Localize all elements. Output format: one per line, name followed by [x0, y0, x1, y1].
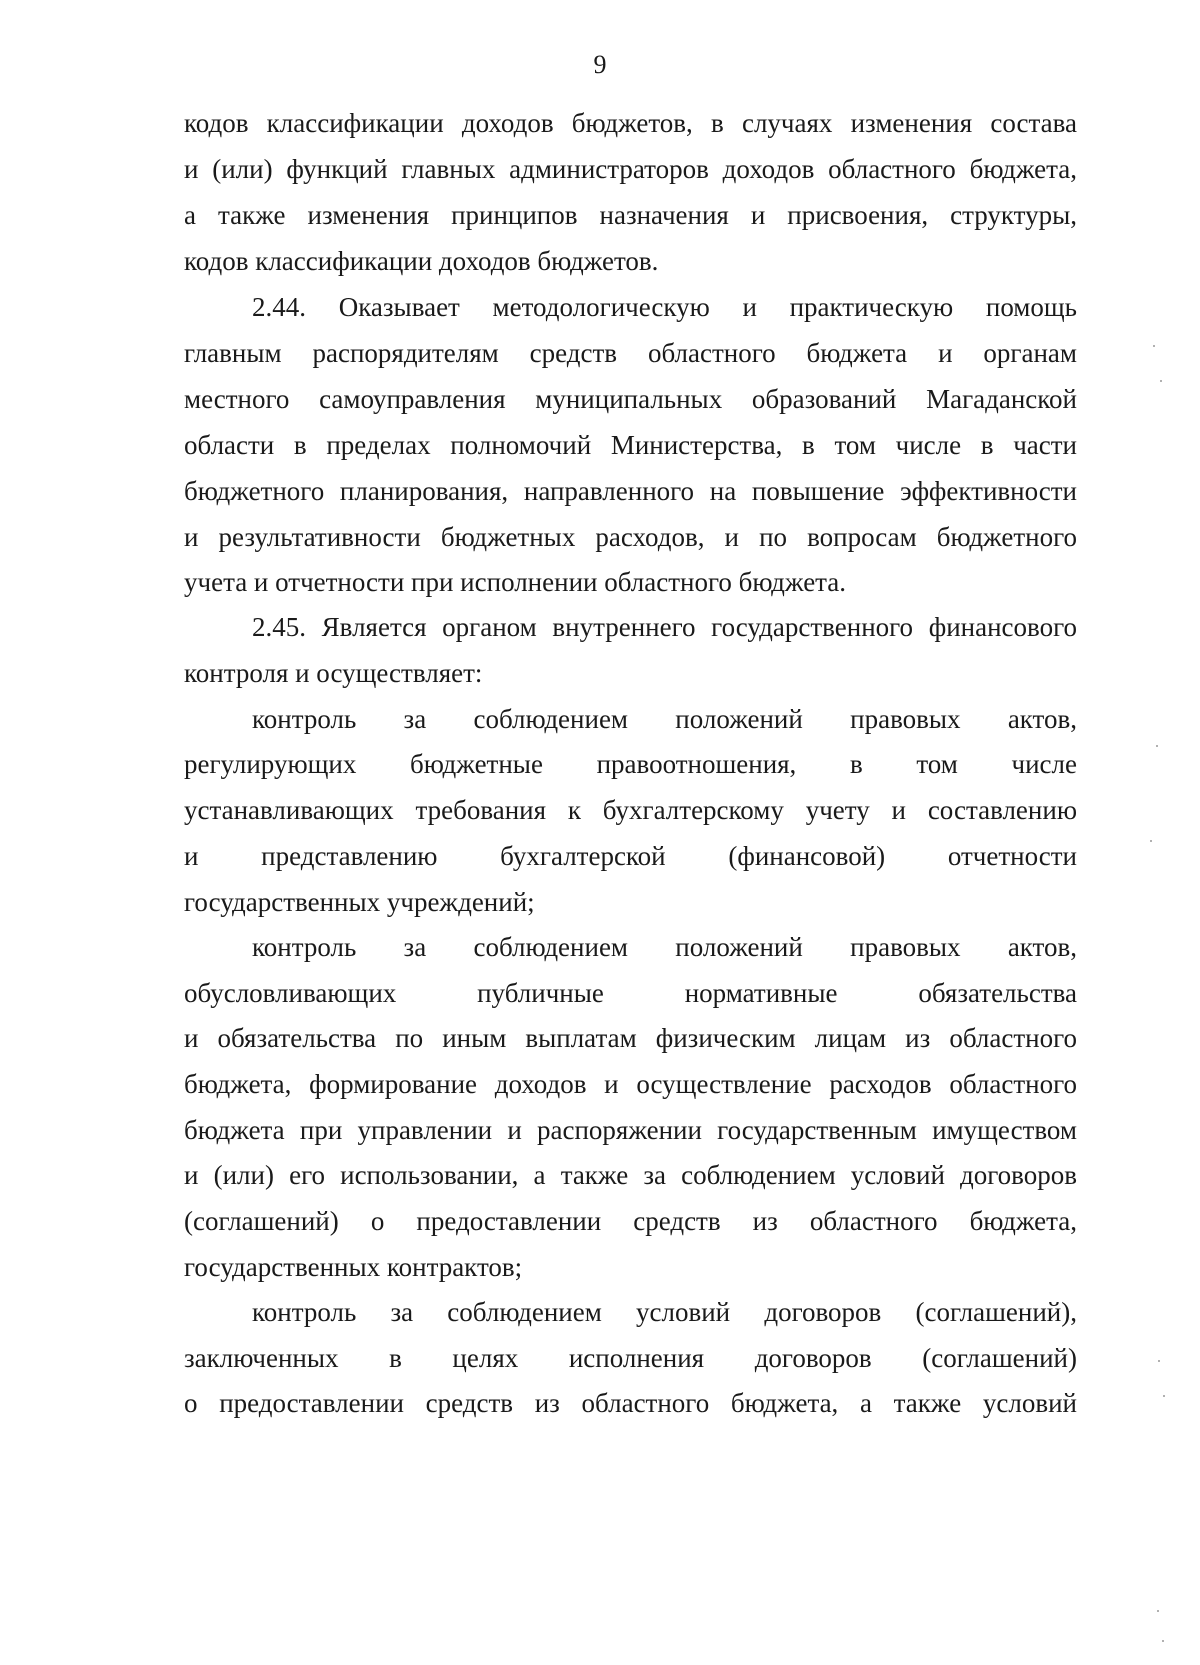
text-line: и результативности бюджетных расходов, и по вопросам бюджетного — [184, 522, 1077, 552]
text-line: и обязательства по иным выплатам физическим лицам из областного — [184, 1023, 1077, 1053]
text-line: и представлению бухгалтерской (финансовой) отчетности — [184, 841, 1077, 871]
text-line: а также изменения принципов назначения и присвоения, структуры, — [184, 200, 1077, 230]
text-line: кодов классификации доходов бюджетов. — [184, 246, 659, 276]
scan-speck — [1153, 345, 1155, 347]
text-line: устанавливающих требования к бухгалтерскому учету и составлению — [184, 795, 1077, 825]
scan-speck — [1150, 840, 1152, 842]
text-line: контроля и осуществляет: — [184, 658, 483, 688]
scan-speck — [1160, 380, 1162, 382]
scan-speck — [1156, 745, 1158, 747]
scan-speck — [1162, 1640, 1164, 1642]
text-line: о предоставлении средств из областного бюджета, а также условий — [184, 1388, 1077, 1418]
scan-speck — [1163, 1395, 1165, 1397]
text-line: (соглашений) о предоставлении средств из областного бюджета, — [184, 1206, 1077, 1236]
page-number: 9 — [593, 50, 607, 79]
text-line: и (или) его использовании, а также за соблюдением условий договоров — [184, 1160, 1077, 1190]
text-line: регулирующих бюджетные правоотношения, в том числе — [184, 749, 1077, 779]
text-line: обусловливающих публичные нормативные обязательства — [184, 978, 1077, 1008]
text-line: бюджета при управлении и распоряжении государственным имуществом — [184, 1115, 1077, 1145]
text-line: и (или) функций главных администраторов доходов областного бюджета, — [184, 154, 1077, 184]
text-line: государственных учреждений; — [184, 887, 535, 917]
text-line: области в пределах полномочий Министерства, в том числе в части — [184, 430, 1077, 460]
control-item-3-start: контроль за соблюдением условий договоров (соглашений), — [252, 1297, 1077, 1327]
control-item-1-start: контроль за соблюдением положений правовых актов, — [252, 704, 1077, 734]
text-line: заключенных в целях исполнения договоров (соглашений) — [184, 1343, 1077, 1373]
text-line: главным распорядителям средств областного бюджета и органам — [184, 338, 1077, 368]
scan-speck — [1158, 1360, 1160, 1362]
paragraph-2-45-start: 2.45. Является органом внутреннего государственного финансового — [252, 612, 1077, 642]
text-line: бюджетного планирования, направленного на повышение эффективности — [184, 476, 1077, 506]
text-line: учета и отчетности при исполнении областного бюджета. — [184, 567, 847, 597]
paragraph-2-44-start: 2.44. Оказывает методологическую и практическую помощь — [252, 292, 1077, 322]
text-line: местного самоуправления муниципальных образований Магаданской — [184, 384, 1077, 414]
scan-speck — [1157, 1610, 1159, 1612]
control-item-2-start: контроль за соблюдением положений правовых актов, — [252, 932, 1077, 962]
text-line: кодов классификации доходов бюджетов, в случаях изменения состава — [184, 108, 1077, 138]
text-line: государственных контрактов; — [184, 1252, 523, 1282]
text-line: бюджета, формирование доходов и осуществление расходов областного — [184, 1069, 1077, 1099]
